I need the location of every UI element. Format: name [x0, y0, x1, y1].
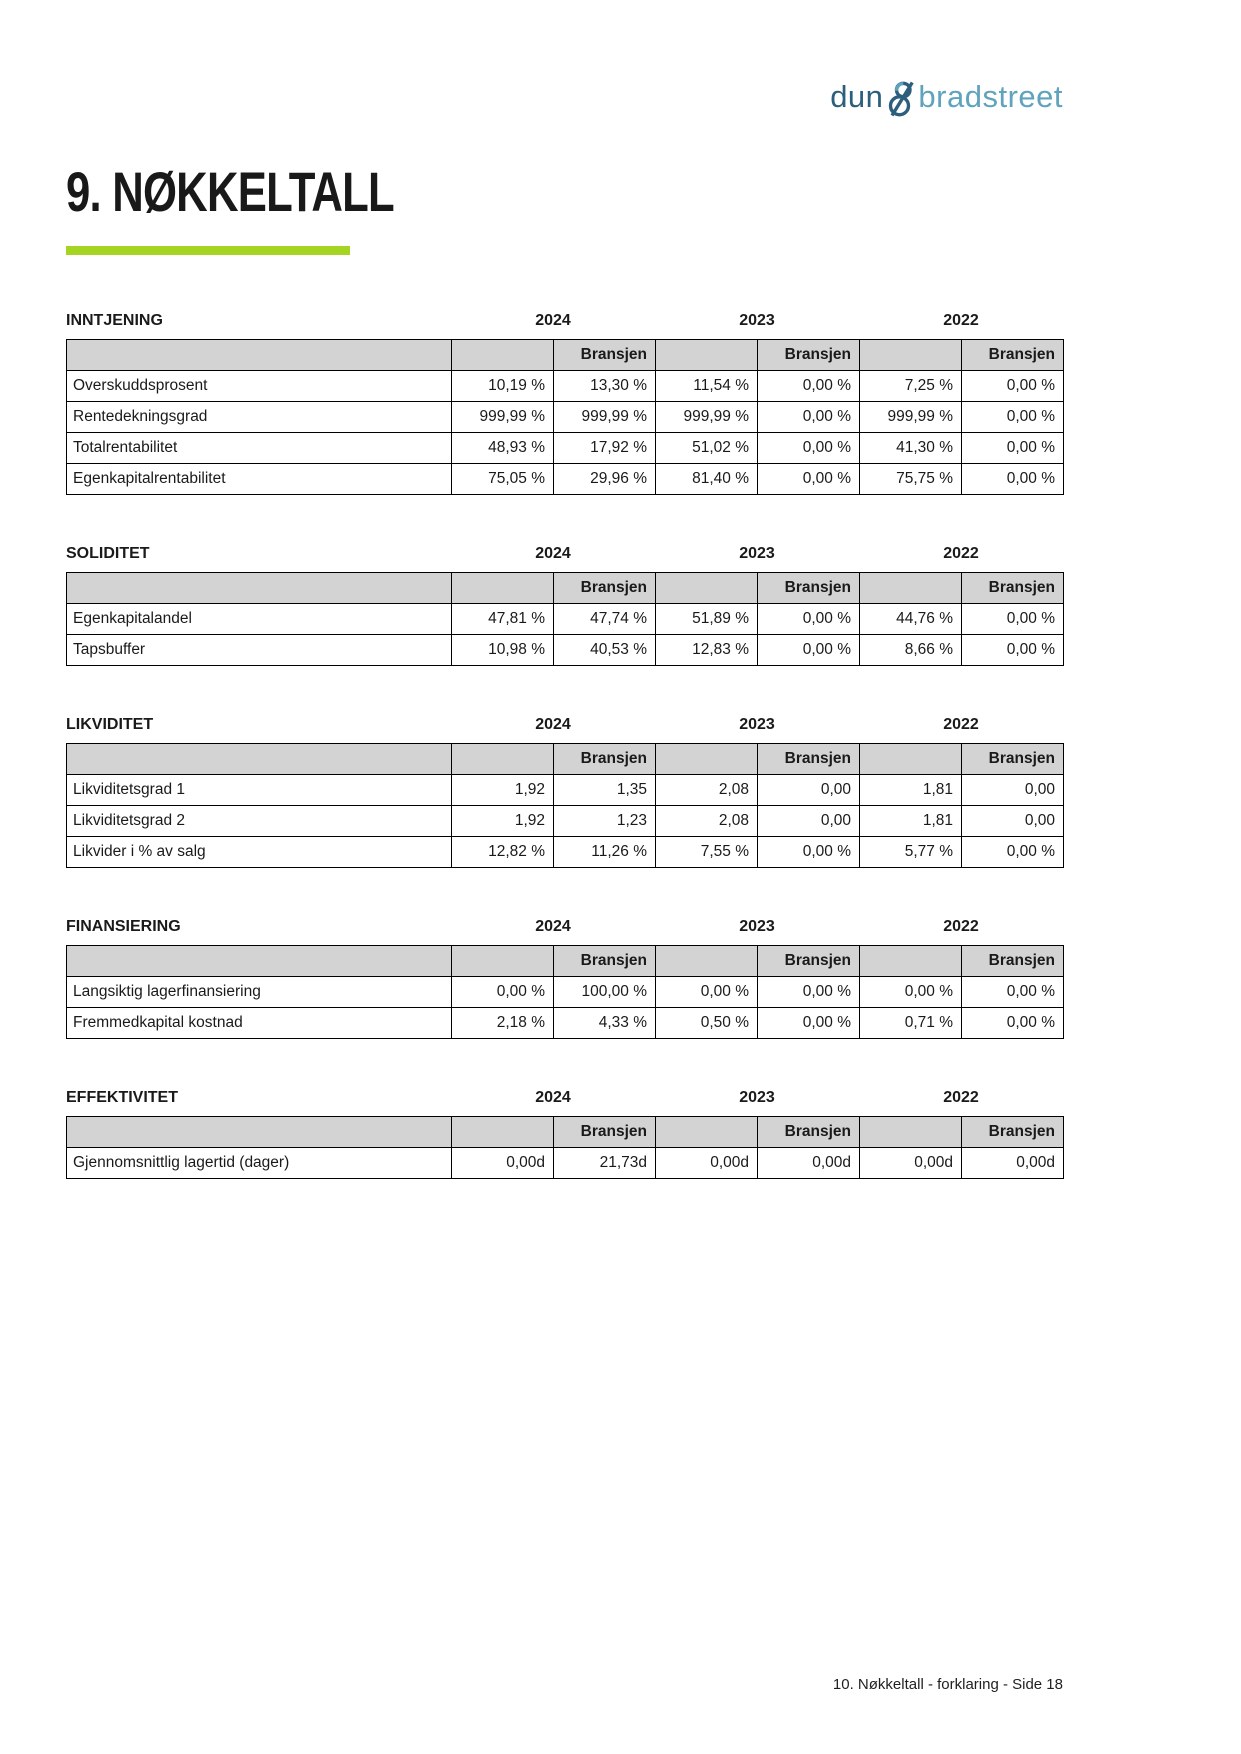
value-cell: 8,66 %: [860, 635, 962, 666]
dun-bradstreet-logo: [830, 80, 1063, 112]
section-title: SOLIDITET: [66, 545, 150, 562]
table-header-row: [67, 573, 1064, 604]
value-cell: 999,99 %: [554, 402, 656, 433]
bransjen-col-header: Bransjen: [962, 1117, 1064, 1148]
company-col-header: [452, 1117, 554, 1148]
ampersand-icon: [886, 80, 916, 118]
table-corner-cell: [67, 573, 452, 604]
value-cell: 0,00d: [452, 1148, 554, 1179]
value-cell: 13,30 %: [554, 371, 656, 402]
value-cell: 0,00 %: [758, 635, 860, 666]
year-label: 2022: [943, 716, 979, 733]
key-figures-table: [66, 945, 1064, 1039]
section-title: LIKVIDITET: [66, 716, 154, 733]
value-cell: 7,55 %: [656, 837, 758, 868]
table-row: [67, 1008, 1064, 1039]
value-cell: 1,92: [452, 806, 554, 837]
value-cell: 0,00: [758, 806, 860, 837]
year-label: 2024: [535, 1089, 571, 1106]
value-cell: 11,26 %: [554, 837, 656, 868]
value-cell: 75,05 %: [452, 464, 554, 495]
value-cell: 0,00d: [758, 1148, 860, 1179]
table-corner-cell: [67, 1117, 452, 1148]
row-label: Gjennomsnittlig lagertid (dager): [67, 1148, 452, 1179]
sections: [66, 312, 1063, 1179]
value-cell: 0,00 %: [962, 635, 1064, 666]
table-row: [67, 464, 1064, 495]
row-label: Likviditetsgrad 2: [67, 806, 452, 837]
section-inntjening: [66, 312, 1063, 495]
table-header-row: [67, 946, 1064, 977]
value-cell: 0,00 %: [962, 1008, 1064, 1039]
value-cell: 0,00 %: [758, 371, 860, 402]
company-col-header: [656, 1117, 758, 1148]
value-cell: 0,00 %: [962, 464, 1064, 495]
bransjen-col-header: Bransjen: [758, 946, 860, 977]
table-row: [67, 371, 1064, 402]
row-label: Likvider i % av salg: [67, 837, 452, 868]
table-row: [67, 806, 1064, 837]
bransjen-col-header: Bransjen: [962, 946, 1064, 977]
value-cell: 0,00: [962, 775, 1064, 806]
row-label: Likviditetsgrad 1: [67, 775, 452, 806]
row-label: Totalrentabilitet: [67, 433, 452, 464]
year-label: 2023: [739, 312, 775, 329]
value-cell: 4,33 %: [554, 1008, 656, 1039]
value-cell: 81,40 %: [656, 464, 758, 495]
table-corner-cell: [67, 744, 452, 775]
value-cell: 1,81: [860, 775, 962, 806]
value-cell: 0,00d: [860, 1148, 962, 1179]
table-row: [67, 635, 1064, 666]
company-col-header: [452, 340, 554, 371]
year-label: 2023: [739, 716, 775, 733]
logo-text-dun: dun: [830, 78, 884, 114]
year-label: 2023: [739, 918, 775, 935]
value-cell: 0,50 %: [656, 1008, 758, 1039]
table-header-row: [67, 1117, 1064, 1148]
value-cell: 0,71 %: [860, 1008, 962, 1039]
value-cell: 2,18 %: [452, 1008, 554, 1039]
value-cell: 1,23: [554, 806, 656, 837]
value-cell: 0,00 %: [758, 977, 860, 1008]
bransjen-col-header: Bransjen: [758, 573, 860, 604]
company-col-header: [860, 744, 962, 775]
bransjen-col-header: Bransjen: [554, 1117, 656, 1148]
year-row: [66, 545, 1063, 563]
value-cell: 0,00 %: [758, 464, 860, 495]
value-cell: 75,75 %: [860, 464, 962, 495]
value-cell: 5,77 %: [860, 837, 962, 868]
value-cell: 0,00 %: [962, 837, 1064, 868]
section-likviditet: [66, 716, 1063, 868]
value-cell: 41,30 %: [860, 433, 962, 464]
value-cell: 2,08: [656, 806, 758, 837]
company-col-header: [860, 340, 962, 371]
value-cell: 12,83 %: [656, 635, 758, 666]
year-label: 2023: [739, 545, 775, 562]
year-row: [66, 918, 1063, 936]
table-row: [67, 775, 1064, 806]
company-col-header: [452, 946, 554, 977]
value-cell: 0,00: [962, 806, 1064, 837]
bransjen-col-header: Bransjen: [962, 744, 1064, 775]
bransjen-col-header: Bransjen: [554, 744, 656, 775]
bransjen-col-header: Bransjen: [758, 340, 860, 371]
value-cell: 51,89 %: [656, 604, 758, 635]
year-label: 2024: [535, 918, 571, 935]
section-soliditet: [66, 545, 1063, 666]
value-cell: 47,81 %: [452, 604, 554, 635]
value-cell: 10,98 %: [452, 635, 554, 666]
value-cell: 29,96 %: [554, 464, 656, 495]
value-cell: 999,99 %: [656, 402, 758, 433]
value-cell: 0,00 %: [758, 433, 860, 464]
value-cell: 0,00 %: [860, 977, 962, 1008]
page-content: [66, 0, 1063, 1179]
value-cell: 100,00 %: [554, 977, 656, 1008]
table-row: [67, 837, 1064, 868]
table-row: [67, 433, 1064, 464]
value-cell: 1,92: [452, 775, 554, 806]
year-label: 2023: [739, 1089, 775, 1106]
bransjen-col-header: Bransjen: [554, 340, 656, 371]
title-accent-bar: [66, 246, 350, 255]
row-label: Fremmedkapital kostnad: [67, 1008, 452, 1039]
key-figures-table: [66, 572, 1064, 666]
row-label: Rentedekningsgrad: [67, 402, 452, 433]
value-cell: 12,82 %: [452, 837, 554, 868]
company-col-header: [656, 744, 758, 775]
table-corner-cell: [67, 340, 452, 371]
company-col-header: [656, 946, 758, 977]
value-cell: 0,00d: [656, 1148, 758, 1179]
value-cell: 1,35: [554, 775, 656, 806]
bransjen-col-header: Bransjen: [554, 946, 656, 977]
row-label: Egenkapitalrentabilitet: [67, 464, 452, 495]
year-row: [66, 716, 1063, 734]
table-header-row: [67, 340, 1064, 371]
row-label: Tapsbuffer: [67, 635, 452, 666]
company-col-header: [452, 573, 554, 604]
value-cell: 0,00 %: [962, 977, 1064, 1008]
bransjen-col-header: Bransjen: [962, 340, 1064, 371]
value-cell: 0,00 %: [758, 837, 860, 868]
table-row: [67, 1148, 1064, 1179]
value-cell: 0,00 %: [758, 1008, 860, 1039]
year-label: 2024: [535, 545, 571, 562]
section-title: INNTJENING: [66, 312, 163, 329]
key-figures-table: [66, 339, 1064, 495]
value-cell: 10,19 %: [452, 371, 554, 402]
year-label: 2022: [943, 312, 979, 329]
row-label: Langsiktig lagerfinansiering: [67, 977, 452, 1008]
value-cell: 48,93 %: [452, 433, 554, 464]
year-label: 2024: [535, 716, 571, 733]
value-cell: 0,00 %: [452, 977, 554, 1008]
value-cell: 51,02 %: [656, 433, 758, 464]
company-col-header: [860, 946, 962, 977]
value-cell: 40,53 %: [554, 635, 656, 666]
value-cell: 0,00: [758, 775, 860, 806]
company-col-header: [860, 1117, 962, 1148]
table-row: [67, 604, 1064, 635]
row-label: Overskuddsprosent: [67, 371, 452, 402]
page-footer: [833, 1676, 1063, 1693]
year-label: 2022: [943, 918, 979, 935]
bransjen-col-header: Bransjen: [962, 573, 1064, 604]
value-cell: 7,25 %: [860, 371, 962, 402]
page-title: 9. NØKKELTALL: [66, 160, 394, 223]
row-label: Egenkapitalandel: [67, 604, 452, 635]
logo-text-bradstreet: bradstreet: [918, 78, 1063, 114]
value-cell: 0,00 %: [656, 977, 758, 1008]
value-cell: 21,73d: [554, 1148, 656, 1179]
key-figures-table: [66, 743, 1064, 868]
year-label: 2022: [943, 545, 979, 562]
bransjen-col-header: Bransjen: [758, 1117, 860, 1148]
bransjen-col-header: Bransjen: [554, 573, 656, 604]
value-cell: 0,00 %: [962, 371, 1064, 402]
section-effektivitet: [66, 1089, 1063, 1179]
value-cell: 44,76 %: [860, 604, 962, 635]
table-row: [67, 977, 1064, 1008]
value-cell: 1,81: [860, 806, 962, 837]
value-cell: 0,00 %: [758, 402, 860, 433]
value-cell: 2,08: [656, 775, 758, 806]
value-cell: 0,00 %: [962, 604, 1064, 635]
value-cell: 0,00 %: [962, 433, 1064, 464]
value-cell: 11,54 %: [656, 371, 758, 402]
year-row: [66, 312, 1063, 330]
section-finansiering: [66, 918, 1063, 1039]
year-label: 2024: [535, 312, 571, 329]
value-cell: 0,00 %: [758, 604, 860, 635]
footer-text: 10. Nøkkeltall - forklaring - Side 18: [832, 1676, 1063, 1693]
section-title: EFFEKTIVITET: [66, 1089, 178, 1106]
table-corner-cell: [67, 946, 452, 977]
value-cell: 999,99 %: [860, 402, 962, 433]
header: [66, 80, 1063, 112]
value-cell: 0,00 %: [962, 402, 1064, 433]
year-label: 2022: [943, 1089, 979, 1106]
section-title: FINANSIERING: [66, 918, 181, 935]
company-col-header: [452, 744, 554, 775]
table-row: [67, 402, 1064, 433]
value-cell: 47,74 %: [554, 604, 656, 635]
company-col-header: [656, 340, 758, 371]
company-col-header: [860, 573, 962, 604]
value-cell: 0,00d: [962, 1148, 1064, 1179]
year-row: [66, 1089, 1063, 1107]
value-cell: 17,92 %: [554, 433, 656, 464]
table-header-row: [67, 744, 1064, 775]
company-col-header: [656, 573, 758, 604]
value-cell: 999,99 %: [452, 402, 554, 433]
bransjen-col-header: Bransjen: [758, 744, 860, 775]
key-figures-table: [66, 1116, 1064, 1179]
